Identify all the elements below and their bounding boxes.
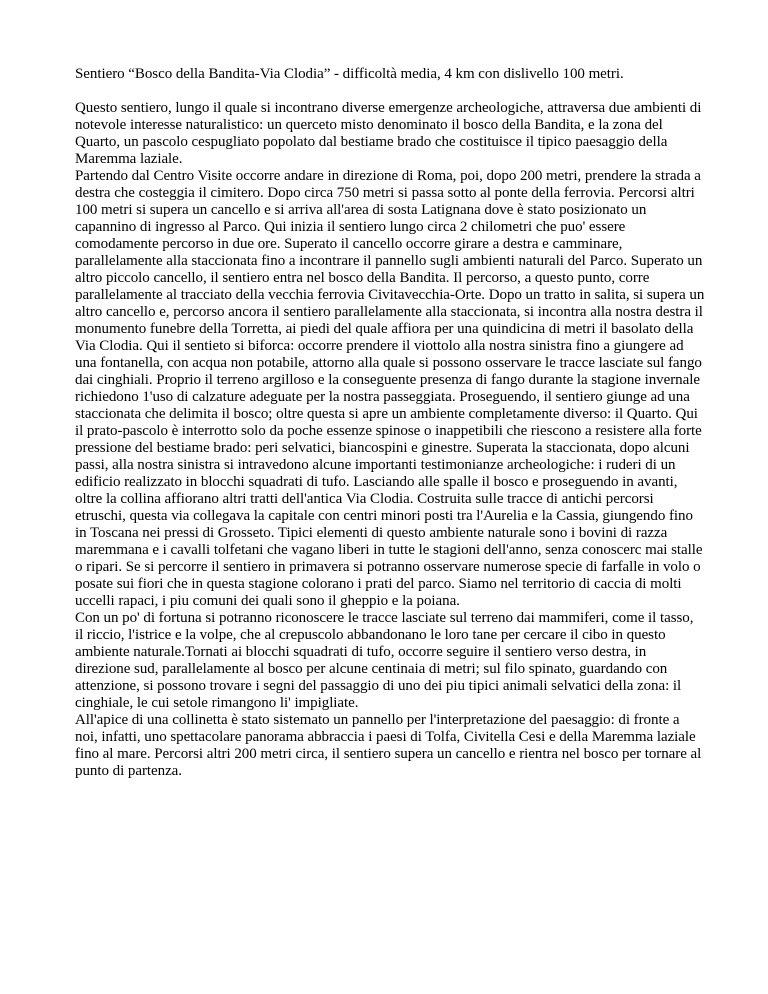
paragraph-wildlife: Con un po' di fortuna si potranno riconoscere le tracce lasciate sul terreno dai mammiferi, come il tasso, il riccio, l'istrice e la volpe, che al crepuscolo abbandonano le loro tane per cercare il cibo in questo ambiente naturale.Tornati ai blocchi squadrati di tufo, occorre seguire il sentiero verso destra, in direzione sud, parallelamente al bosco per alcune centinaia di metri; sul filo spinato, guardando con attenzione, si possono trovare i segni del passaggio di uno dei piu tipici animali selvatici della zona: il cinghiale, le cui setole rimangono li' impigliate. [75, 610, 694, 711]
document-title: Sentiero “Bosco della Bandita-Via Clodia” - difficoltà media, 4 km con dislivello 100 metri. [75, 66, 624, 82]
paragraph-intro: Questo sentiero, lungo il quale si incontrano diverse emergenze archeologiche, attraversa due ambienti di notevole interesse naturalistico: un querceto misto denominato il bosco della Bandita, e la zona del Quarto, un pascolo cespugliato popolato dal bestiame brado che costituisce il tipico paesaggio della Maremma laziale. [75, 100, 702, 167]
document-body [75, 66, 705, 780]
paragraph-conclusion: All'apice di una collinetta è stato sistemato un pannello per l'interpretazione del paesaggio: di fronte a noi, infatti, uno spettacolare panorama abbraccia i paesi di Tolfa, Civitella Cesi e della Maremma laziale fino al mare. Percorsi altri 200 metri circa, il sentiero supera un cancello e rientra nel bosco per tornare al punto di partenza. [75, 712, 702, 779]
paragraph-route: Partendo dal Centro Visite occorre andare in direzione di Roma, poi, dopo 200 metri, prendere la strada a destra che costeggia il cimitero. Dopo circa 750 metri si passa sotto al ponte della ferrovia. Percorsi altri 100 metri si supera un cancello e si arriva all'area di sosta Latignana dove è stato posizionato un capannino di ingresso al Parco. Qui inizia il sentiero lungo circa 2 chilometri che puo' essere comodamente percorso in due ore. Superato il cancello occorre girare a destra e camminare, parallelamente alla staccionata fino a incontrare il pannello sugli ambienti naturali del Parco. Superato un altro piccolo cancello, il sentiero entra nel bosco della Bandita. Il percorso, a questo punto, corre parallelamente al tracciato della vecchia ferrovia Civitavecchia-Orte. Dopo un tratto in salita, si supera un altro cancello e, percorso ancora il sentiero parallelamente alla staccionata, si incontra alla nostra destra il monumento funebre della Torretta, ai piedi del quale affiora per una quindicina di metri il basolato della Via Clodia. Qui il sentieto si biforca: occorre prendere il viottolo alla nostra sinistra fino a giungere ad una fontanella, con acqua non potabile, attorno alla quale si possono osservare le tracce lasciate sul fango dai cinghiali. Proprio il terreno argilloso e la conseguente presenza di fango durante la stagione invernale richiedono 1'uso di calzature adeguate per la nostra passeggiata. Proseguendo, il sentiero giunge ad una staccionata che delimita il bosco; oltre questa si apre un ambiente completamente diverso: il Quarto. Qui il prato-pascolo è interrotto solo da poche essenze spinose o inappetibili che riescono a resistere alla forte pressione del bestiame brado: peri selvatici, biancospini e ginestre. Superata la staccionata, dopo alcuni passi, alla nostra sinistra si intravedono alcune importanti testimonianze archeologiche: i ruderi di un edificio realizzato in blocchi squadrati di tufo. Lasciando alle spalle il bosco e proseguendo in avanti, oltre la collina affiorano altri tratti dell'antica Via Clodia. Costruita sulle tracce di antichi percorsi etruschi, questa via collegava la capitale con centri minori posti tra l'Aurelia e la Cassia, giungendo fino in Toscana nei pressi di Grosseto. Tipici elementi di questo ambiente naturale sono i bovini di razza maremmana e i cavalli tolfetani che vagano liberi in tutte le stagioni dell'anno, senza conoscerc mai stalle o ripari. Se si percorre il sentiero in primavera si potranno osservare numerose specie di farfalle in volo o posate sui fiori che in questa stagione colorano i prati del parco. Siamo nel territorio di caccia di molti uccelli rapaci, i piu comuni dei quali sono il gheppio e la poiana. [75, 168, 705, 609]
